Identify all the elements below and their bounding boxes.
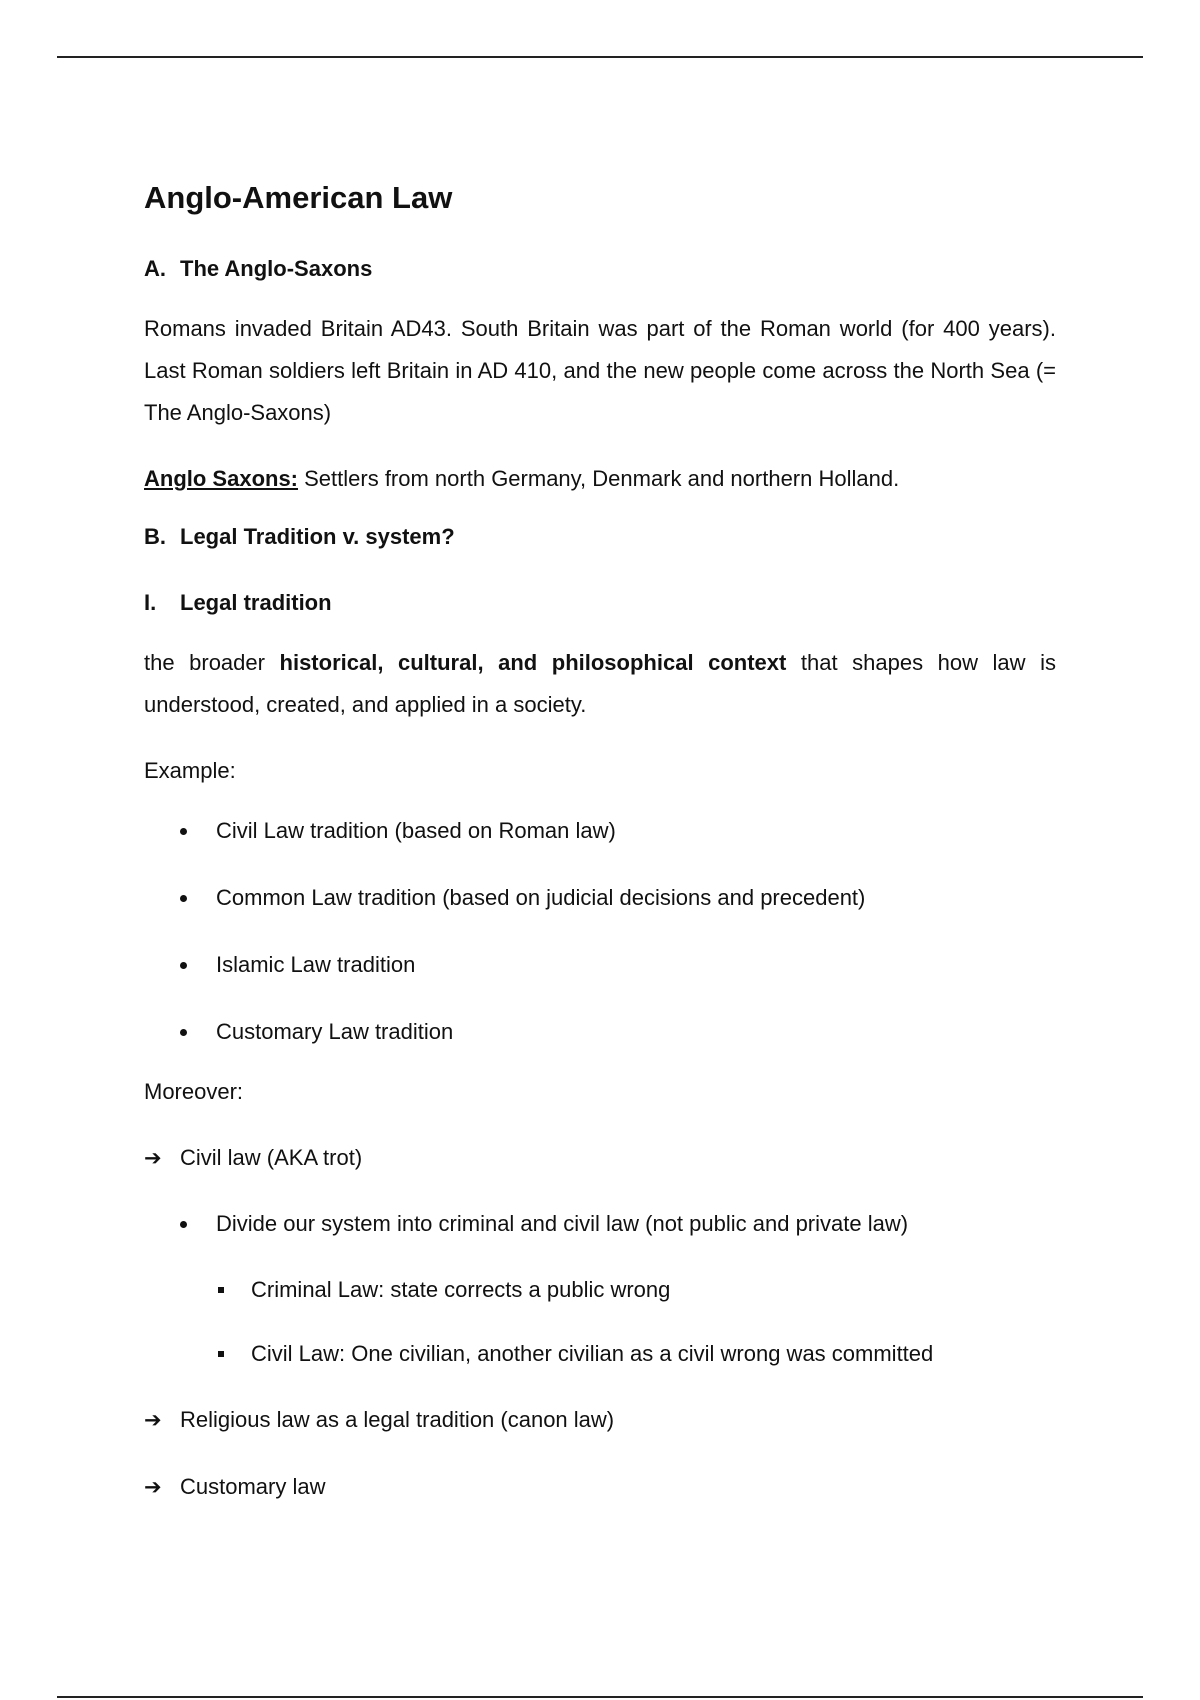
list-item [144, 950, 1056, 980]
example-label: Example: [144, 758, 236, 783]
section-a-heading [144, 254, 1056, 284]
list-item-text: Civil Law tradition (based on Roman law) [216, 818, 616, 843]
arrow-item-text: Religious law as a legal tradition (canon law) [180, 1407, 615, 1432]
bullet-dot-icon [180, 895, 187, 902]
arrow-item-text: Customary law [180, 1474, 326, 1499]
list-item [144, 883, 1056, 913]
footer-rule [57, 1696, 1143, 1698]
section-a-marker: A. [144, 256, 166, 281]
list-item [144, 1017, 1056, 1047]
list-item [144, 816, 1056, 846]
sub-list-item [144, 1339, 1056, 1369]
list-item [144, 1209, 1056, 1239]
definition-emphasis: historical, cultural, and philosophical context [279, 650, 787, 675]
anglo-saxons-paragraph: Romans invaded Britain AD43. South Britain was part of the Roman world (for 400 years). Last Roman soldiers left Britain in AD 410, and the new people come across the North Sea (= The Anglo-Saxons) [144, 316, 1056, 425]
header-rule [57, 56, 1143, 58]
bullet-dot-icon [180, 1029, 187, 1036]
bullet-dot-icon [180, 828, 187, 835]
sub-list-item-text: Criminal Law: state corrects a public wrong [251, 1277, 671, 1302]
anglo-saxons-definition [144, 458, 1056, 500]
right-arrow-icon: ➔ [144, 1146, 162, 1170]
definition-text: Settlers from north Germany, Denmark and northern Holland. [298, 466, 900, 491]
definition-lead: the broader [144, 650, 280, 675]
section-b-title: Legal Tradition v. system? [180, 524, 455, 549]
sub-list-item [144, 1275, 1056, 1305]
list-item-text: Islamic Law tradition [216, 952, 416, 977]
document-page [144, 178, 1056, 1502]
list-item-text: Divide our system into criminal and civil law (not public and private law) [216, 1211, 909, 1236]
arrow-item-text: Civil law (AKA trot) [180, 1145, 363, 1170]
list-item-text: Customary Law tradition [216, 1019, 454, 1044]
document-title: Anglo-American Law [144, 180, 453, 215]
bullet-dot-icon [180, 1221, 187, 1228]
arrow-item-religious-law [144, 1405, 1056, 1435]
square-bullet-icon [218, 1287, 224, 1293]
right-arrow-icon: ➔ [144, 1408, 162, 1432]
section-a-title: The Anglo-Saxons [180, 256, 373, 281]
legal-tradition-definition [144, 642, 1056, 726]
definition-label: Anglo Saxons: [144, 466, 299, 491]
list-item-text: Common Law tradition (based on judicial decisions and precedent) [216, 885, 866, 910]
subsection-i-heading [144, 588, 1056, 618]
bullet-dot-icon [180, 962, 187, 969]
moreover-label: Moreover: [144, 1079, 244, 1104]
sub-list-item-text: Civil Law: One civilian, another civilian as a civil wrong was committed [251, 1341, 934, 1366]
subsection-i-title: Legal tradition [180, 590, 332, 615]
right-arrow-icon: ➔ [144, 1475, 162, 1499]
definition-tail: that shapes how law is understood, created, and applied in a society. [144, 650, 1056, 717]
section-b-marker: B. [144, 524, 166, 549]
section-b-heading [144, 522, 1056, 552]
arrow-item-civil-law [144, 1143, 1056, 1173]
square-bullet-icon [218, 1351, 224, 1357]
arrow-item-customary-law [144, 1472, 1056, 1502]
subsection-i-marker: I. [144, 590, 157, 615]
